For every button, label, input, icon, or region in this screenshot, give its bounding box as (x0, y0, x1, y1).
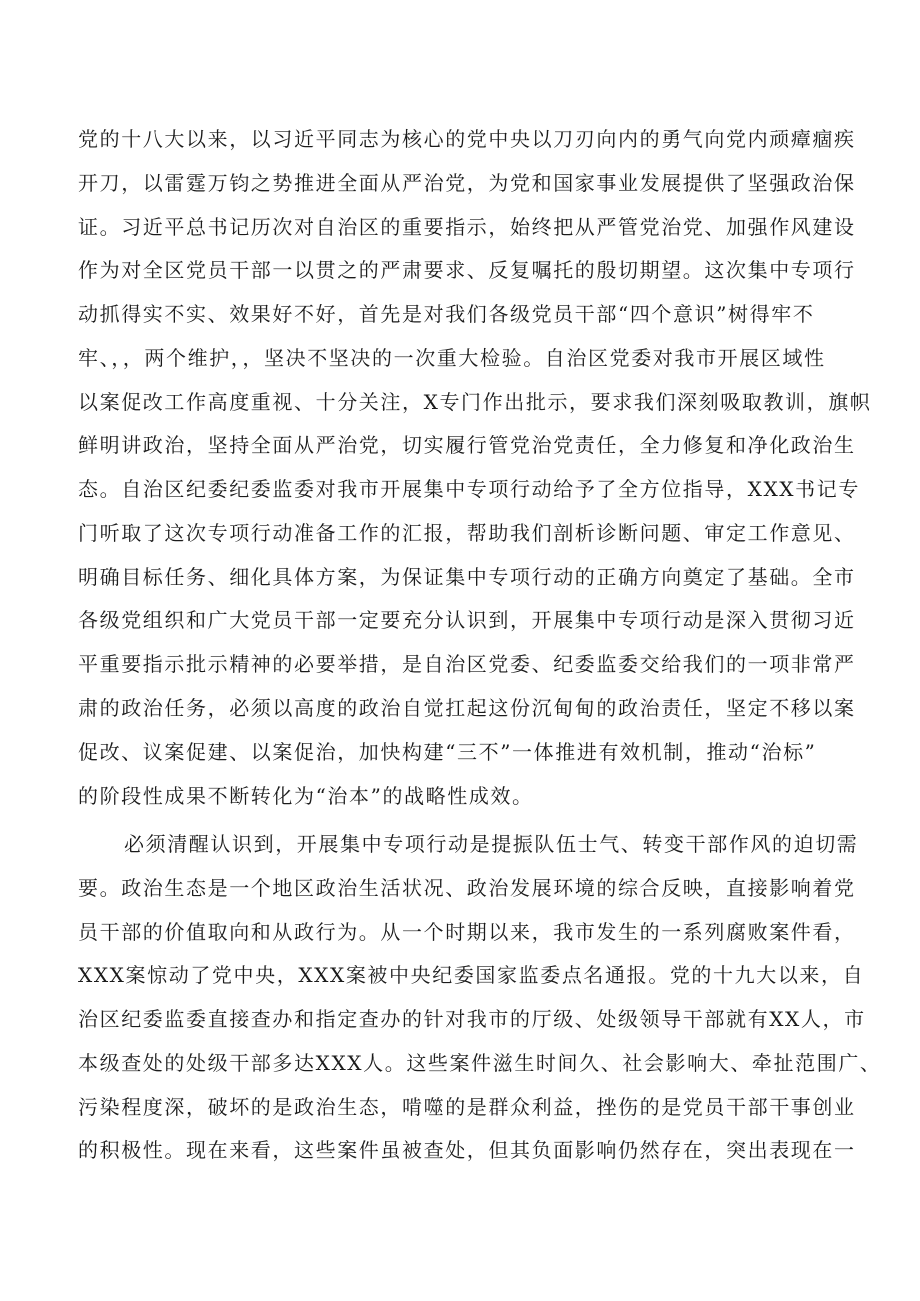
text-line: 平重要指示批示精神的必要举措，是自治区党委、纪委监委交给我们的一项非常严 (78, 652, 856, 676)
text-line: XXX案惊动了党中央，XXX案被中央纪委国家监委点名通报。党的十九大以来，自 (78, 963, 865, 987)
text-line: 以案促改工作高度重视、十分关注，X专门作出批示，要求我们深刻吸取教训，旗帜 (78, 390, 872, 414)
text-line: 开刀，以雷霆万钧之势推进全面从严治党，为党和国家事业发展提供了坚强政治保 (78, 171, 856, 195)
text-line: 各级党组织和广大党员干部一定要充分认识到，开展集中专项行动是深入贯彻习近 (78, 608, 856, 632)
text-line: 作为对全区党员干部一以贯之的严肃要求、反复嘱托的殷切期望。这次集中专项行 (78, 258, 856, 282)
text-line: 肃的政治任务，必须以高度的政治自觉扛起这份沉甸甸的政治责任，坚定不移以案 (78, 696, 856, 720)
text-line: 污染程度深，破坏的是政治生态，啃噬的是群众利益，挫伤的是党员干部干事创业 (78, 1095, 856, 1119)
text-line: 动抓得实不实、效果好不好，首先是对我们各级党员干部“四个意识”树得牢不 (78, 302, 815, 326)
text-line: 牢、，，两个维护，，坚决不坚决的一次重大检验。自治区党委对我市开展区域性 (78, 346, 826, 370)
text-line: 的积极性。现在来看，这些案件虽被查处，但其负面影响仍然存在，突出表现在一 (78, 1138, 856, 1162)
text-line: 明确目标任务、细化具体方案，为保证集中专项行动的正确方向奠定了基础。全市 (78, 565, 856, 589)
text-line: 门听取了这次专项行动准备工作的汇报，帮助我们剖析诊断问题、审定工作意见、 (78, 521, 856, 545)
text-line: 员干部的价值取向和从政行为。从一个时期以来，我市发生的一系列腐败案件看， (78, 920, 856, 944)
text-line: 证。习近平总书记历次对自治区的重要指示，始终把从严管党治党、加强作风建设 (78, 215, 856, 239)
text-line: 的阶段性成果不断转化为“治本”的战略性成效。 (78, 784, 534, 808)
text-line: 党的十八大以来，以习近平同志为核心的党中央以刀刃向内的勇气向党内顽瘴痼疾 (78, 127, 856, 151)
text-line: 促改、议案促建、以案促治，加快构建“三不”一体推进有效机制，推动“治标” (78, 740, 817, 764)
text-line: 要。政治生态是一个地区政治生活状况、政治发展环境的综合反映，直接影响着党 (78, 876, 856, 900)
text-line: 本级查处的处级干部多达XXX人。这些案件滋生时间久、社会影响大、牵扯范围广、 (78, 1051, 882, 1075)
text-line: 态。自治区纪委纪委监委对我市开展集中专项行动给予了全方位指导，XXX书记专 (78, 477, 860, 501)
paragraph-first-line: 必须清醒认识到，开展集中专项行动是提振队伍士气、转变干部作风的迫切需 (124, 832, 859, 856)
text-line: 治区纪委监委直接查办和指定查办的针对我市的厅级、处级领导干部就有XX人，市 (78, 1007, 866, 1031)
text-line: 鲜明讲政治，坚持全面从严治党，切实履行管党治党责任，全力修复和净化政治生 (78, 433, 856, 457)
